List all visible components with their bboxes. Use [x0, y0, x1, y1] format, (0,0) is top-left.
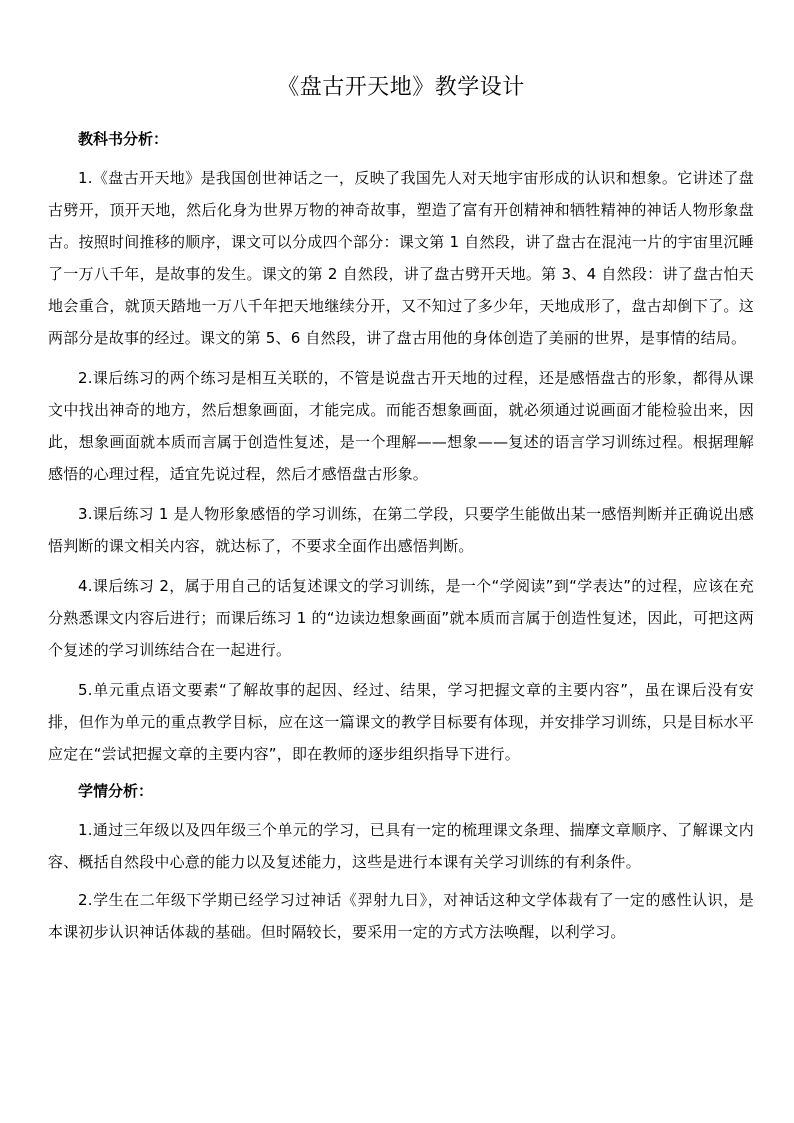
paragraph: 1.通过三年级以及四年级三个单元的学习，已具有一定的梳理课文条理、揣摩文章顺序、了解课文内容、概括自然段中心意的能力以及复述能力，这些是进行本课有关学习训练的有利条件。	[48, 821, 754, 871]
document-title: 《盘古开天地》教学设计	[277, 75, 525, 100]
paragraph: 2.课后练习的两个练习是相互关联的，不管是说盘古开天地的过程，还是感悟盘古的形象，都得从课文中找出神奇的地方，然后想象画面，才能完成。而能否想象画面，就必须通过说画面才能检验出来，因此，想象画面就本质而言属于创造性复述，是一个理解——想象——复述的语言学习训练过程。根据理解感悟的心理过程，适宜先说过程，然后才感悟盘古形象。	[48, 369, 754, 483]
paragraph: 4.课后练习 2，属于用自己的话复述课文的学习训练，是一个“学阅读”到“学表达”的过程，应该在充分熟悉课文内容后进行；而课后练习 1 的“边读边想象画面”就本质而言属于创造性复述，因此，可把这两个复述的学习训练结合在一起进行。	[48, 577, 754, 659]
paragraph: 2.学生在二年级下学期已经学习过神话《羿射九日》，对神话这种文学体裁有了一定的感性认识，是本课初步认识神话体裁的基础。但时隔较长，要采用一定的方式方法唤醒，以利学习。	[48, 891, 754, 941]
section-student-analysis	[48, 778, 754, 948]
paragraph: 1.《盘古开天地》是我国创世神话之一，反映了我国先人对天地宇宙形成的认识和想象。它讲述了盘古劈开，顶开天地，然后化身为世界万物的神奇故事，塑造了富有开创精神和牺牲精神的神话人物形象盘古。按照时间推移的顺序，课文可以分成四个部分：课文第 1 自然段，讲了盘古在混沌一片的宇宙里沉睡了一万八千年，是故事的发生。课文的第 2 自然段，讲了盘古劈开天地。第 3、4 自然段：讲了盘古怕天地会重合，就顶天踏地一万八千年把天地继续分开，又不知过了多少年，天地成形了，盘古却倒下了。这两部分是故事的经过。课文的第 5、6 自然段，讲了盘古用他的身体创造了美丽的世界，是事情的结局。	[48, 169, 754, 347]
section-textbook-analysis	[48, 126, 754, 770]
paragraph: 3.课后练习 1 是人物形象感悟的学习训练，在第二学段，只要学生能做出某一感悟判断并正确说出感悟判断的课文相关内容，就达标了，不要求全面作出感悟判断。	[48, 505, 754, 555]
section-heading: 学情分析：	[78, 782, 154, 800]
section-heading: 教科书分析：	[78, 130, 169, 148]
paragraph: 5.单元重点语文要素“了解故事的起因、经过、结果，学习把握文章的主要内容”，虽在课后没有安排，但作为单元的重点教学目标，应在这一篇课文的教学目标要有体现，并安排学习训练，只是目标水平应定在“尝试把握文章的主要内容”，即在教师的逐步组织指导下进行。	[48, 681, 754, 763]
